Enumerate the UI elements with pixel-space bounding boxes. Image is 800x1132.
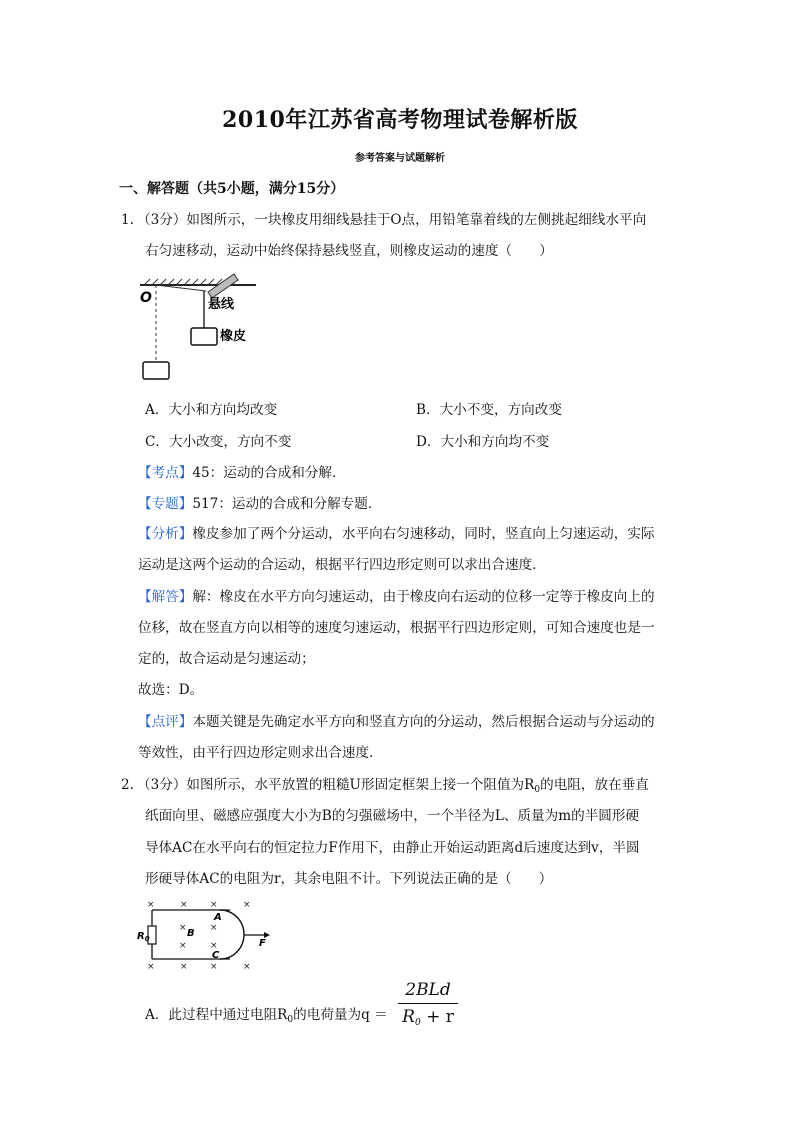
q1-jieda-line1 — [138, 587, 655, 607]
document-title: 2010年江苏省高考物理试卷解析版 — [222, 107, 578, 133]
q1-dianping-line1 — [138, 712, 655, 732]
q2-stem-line4: 形硬导体AC的电阻为r，其余电阻不计。下列说法正确的是（ ） — [145, 871, 553, 887]
svg-text:×: × — [210, 923, 218, 933]
dianping-tag: 【点评】 — [138, 714, 193, 730]
q1-jieda-line2: 位移，故在竖直方向以相等的速度匀速运动，根据平行四边形定则，可知合速度也是一 — [138, 620, 655, 636]
svg-text:×: × — [180, 962, 188, 972]
semicircle-conductor — [220, 910, 244, 959]
eraser-initial-block — [143, 362, 169, 379]
q2-stem-line2: 纸面向里、磁感应强度大小为B的匀强磁场中，一个半径为L、质量为m的半圆形硬 — [145, 808, 640, 824]
q2-line1-sub: 0 — [534, 785, 541, 795]
label-thread: 悬线 — [208, 297, 235, 312]
svg-text:×: × — [147, 900, 155, 910]
label-c: C — [212, 950, 220, 961]
q1-answer: 故选：D。 — [138, 682, 204, 698]
label-f: F — [259, 938, 266, 949]
q1-figure — [138, 270, 268, 385]
svg-text:×: × — [147, 962, 155, 972]
zhuanti-tag: 【专题】 — [138, 496, 193, 512]
label-a: A — [214, 912, 222, 923]
kaodian-text: 45：运动的合成和分解． — [192, 465, 346, 481]
q1-dianping-line2: 等效性，由平行四边形定则求出合速度． — [138, 745, 383, 761]
label-b: B — [187, 928, 195, 939]
q2-option-a-sub: 0 — [287, 1015, 294, 1025]
formula-denominator: $R_0 + r$ — [402, 1007, 454, 1028]
zhuanti-text: 517：运动的合成和分解专题． — [192, 496, 382, 512]
q2-option-a[interactable] — [145, 1003, 388, 1025]
q1-option-a[interactable]: A．大小和方向均改变 — [145, 402, 278, 418]
svg-text:×: × — [180, 900, 188, 910]
jieda-text1: 解：橡皮在水平方向匀速运动，由于橡皮向右运动的位移一定等于橡皮向上的 — [192, 589, 655, 605]
q2-line1-b: 的电阻，放在垂直 — [540, 777, 649, 793]
label-eraser: 橡皮 — [220, 329, 247, 344]
svg-text:×: × — [210, 962, 218, 972]
q2-option-a-pre: A．此过程中通过电阻R — [145, 1007, 288, 1023]
q1-option-d[interactable]: D．大小和方向均不变 — [416, 434, 550, 450]
q2-line1-a: （3分）如图所示，水平放置的粗糙U形固定框架上接一个阻值为R — [137, 777, 535, 793]
label-o: O — [140, 290, 152, 306]
q1-fenxi-line2: 运动是这两个运动的合运动，根据平行四边形定则可以求出合速度． — [138, 557, 546, 573]
q1-stem-line2: 右匀速移动，运动中始终保持悬线竖直，则橡皮运动的速度（ ） — [145, 243, 553, 259]
q2-number: 2. — [121, 777, 134, 793]
svg-text:×: × — [243, 900, 251, 910]
svg-text:×: × — [179, 941, 187, 951]
q1-option-c[interactable]: C．大小改变，方向不变 — [145, 434, 292, 450]
svg-text:×: × — [210, 900, 218, 910]
fenxi-text1: 橡皮参加了两个分运动，水平向右匀速移动，同时，竖直向上匀速运动，实际 — [192, 526, 655, 542]
fenxi-tag: 【分析】 — [138, 526, 193, 542]
jieda-tag: 【解答】 — [138, 589, 193, 605]
label-r0: $R_0$ — [137, 931, 150, 943]
eraser-block — [191, 328, 217, 345]
magnetic-field-crosses — [147, 900, 251, 972]
dianping-text1: 本题关键是先确定水平方向和竖直方向的分运动，然后根据合运动与分运动的 — [192, 714, 655, 730]
q1-jieda-line3: 定的，故合运动是匀速运动； — [138, 651, 315, 667]
charge-formula — [398, 980, 458, 1028]
document-subtitle: 参考答案与试题解析 — [355, 153, 445, 164]
q1-stem-line1: （3分）如图所示，一块橡皮用细线悬挂于O点，用铅笔靠着线的左侧挑起细线水平向 — [137, 212, 647, 228]
q1-zhuanti — [138, 494, 381, 514]
q1-fenxi-line1 — [138, 524, 655, 544]
q2-figure — [135, 897, 275, 972]
q1-number: 1. — [121, 212, 134, 228]
q2-stem-line1 — [137, 775, 649, 800]
q2-stem-line3: 导体AC在水平向右的恒定拉力F作用下，由静止开始运动距离d后速度达到v，半圆 — [145, 840, 640, 856]
kaodian-tag: 【考点】 — [138, 465, 193, 481]
q1-kaodian — [138, 463, 346, 483]
svg-text:×: × — [210, 941, 218, 951]
formula-numerator: 2BLd — [398, 980, 458, 1004]
section-heading: 一、解答题（共5小题，满分15分） — [119, 181, 345, 197]
q2-option-a-post: 的电荷量为q ＝ — [293, 1007, 388, 1023]
q1-option-b[interactable]: B．大小不变，方向改变 — [416, 402, 562, 418]
svg-text:×: × — [179, 923, 187, 933]
svg-text:×: × — [243, 962, 251, 972]
